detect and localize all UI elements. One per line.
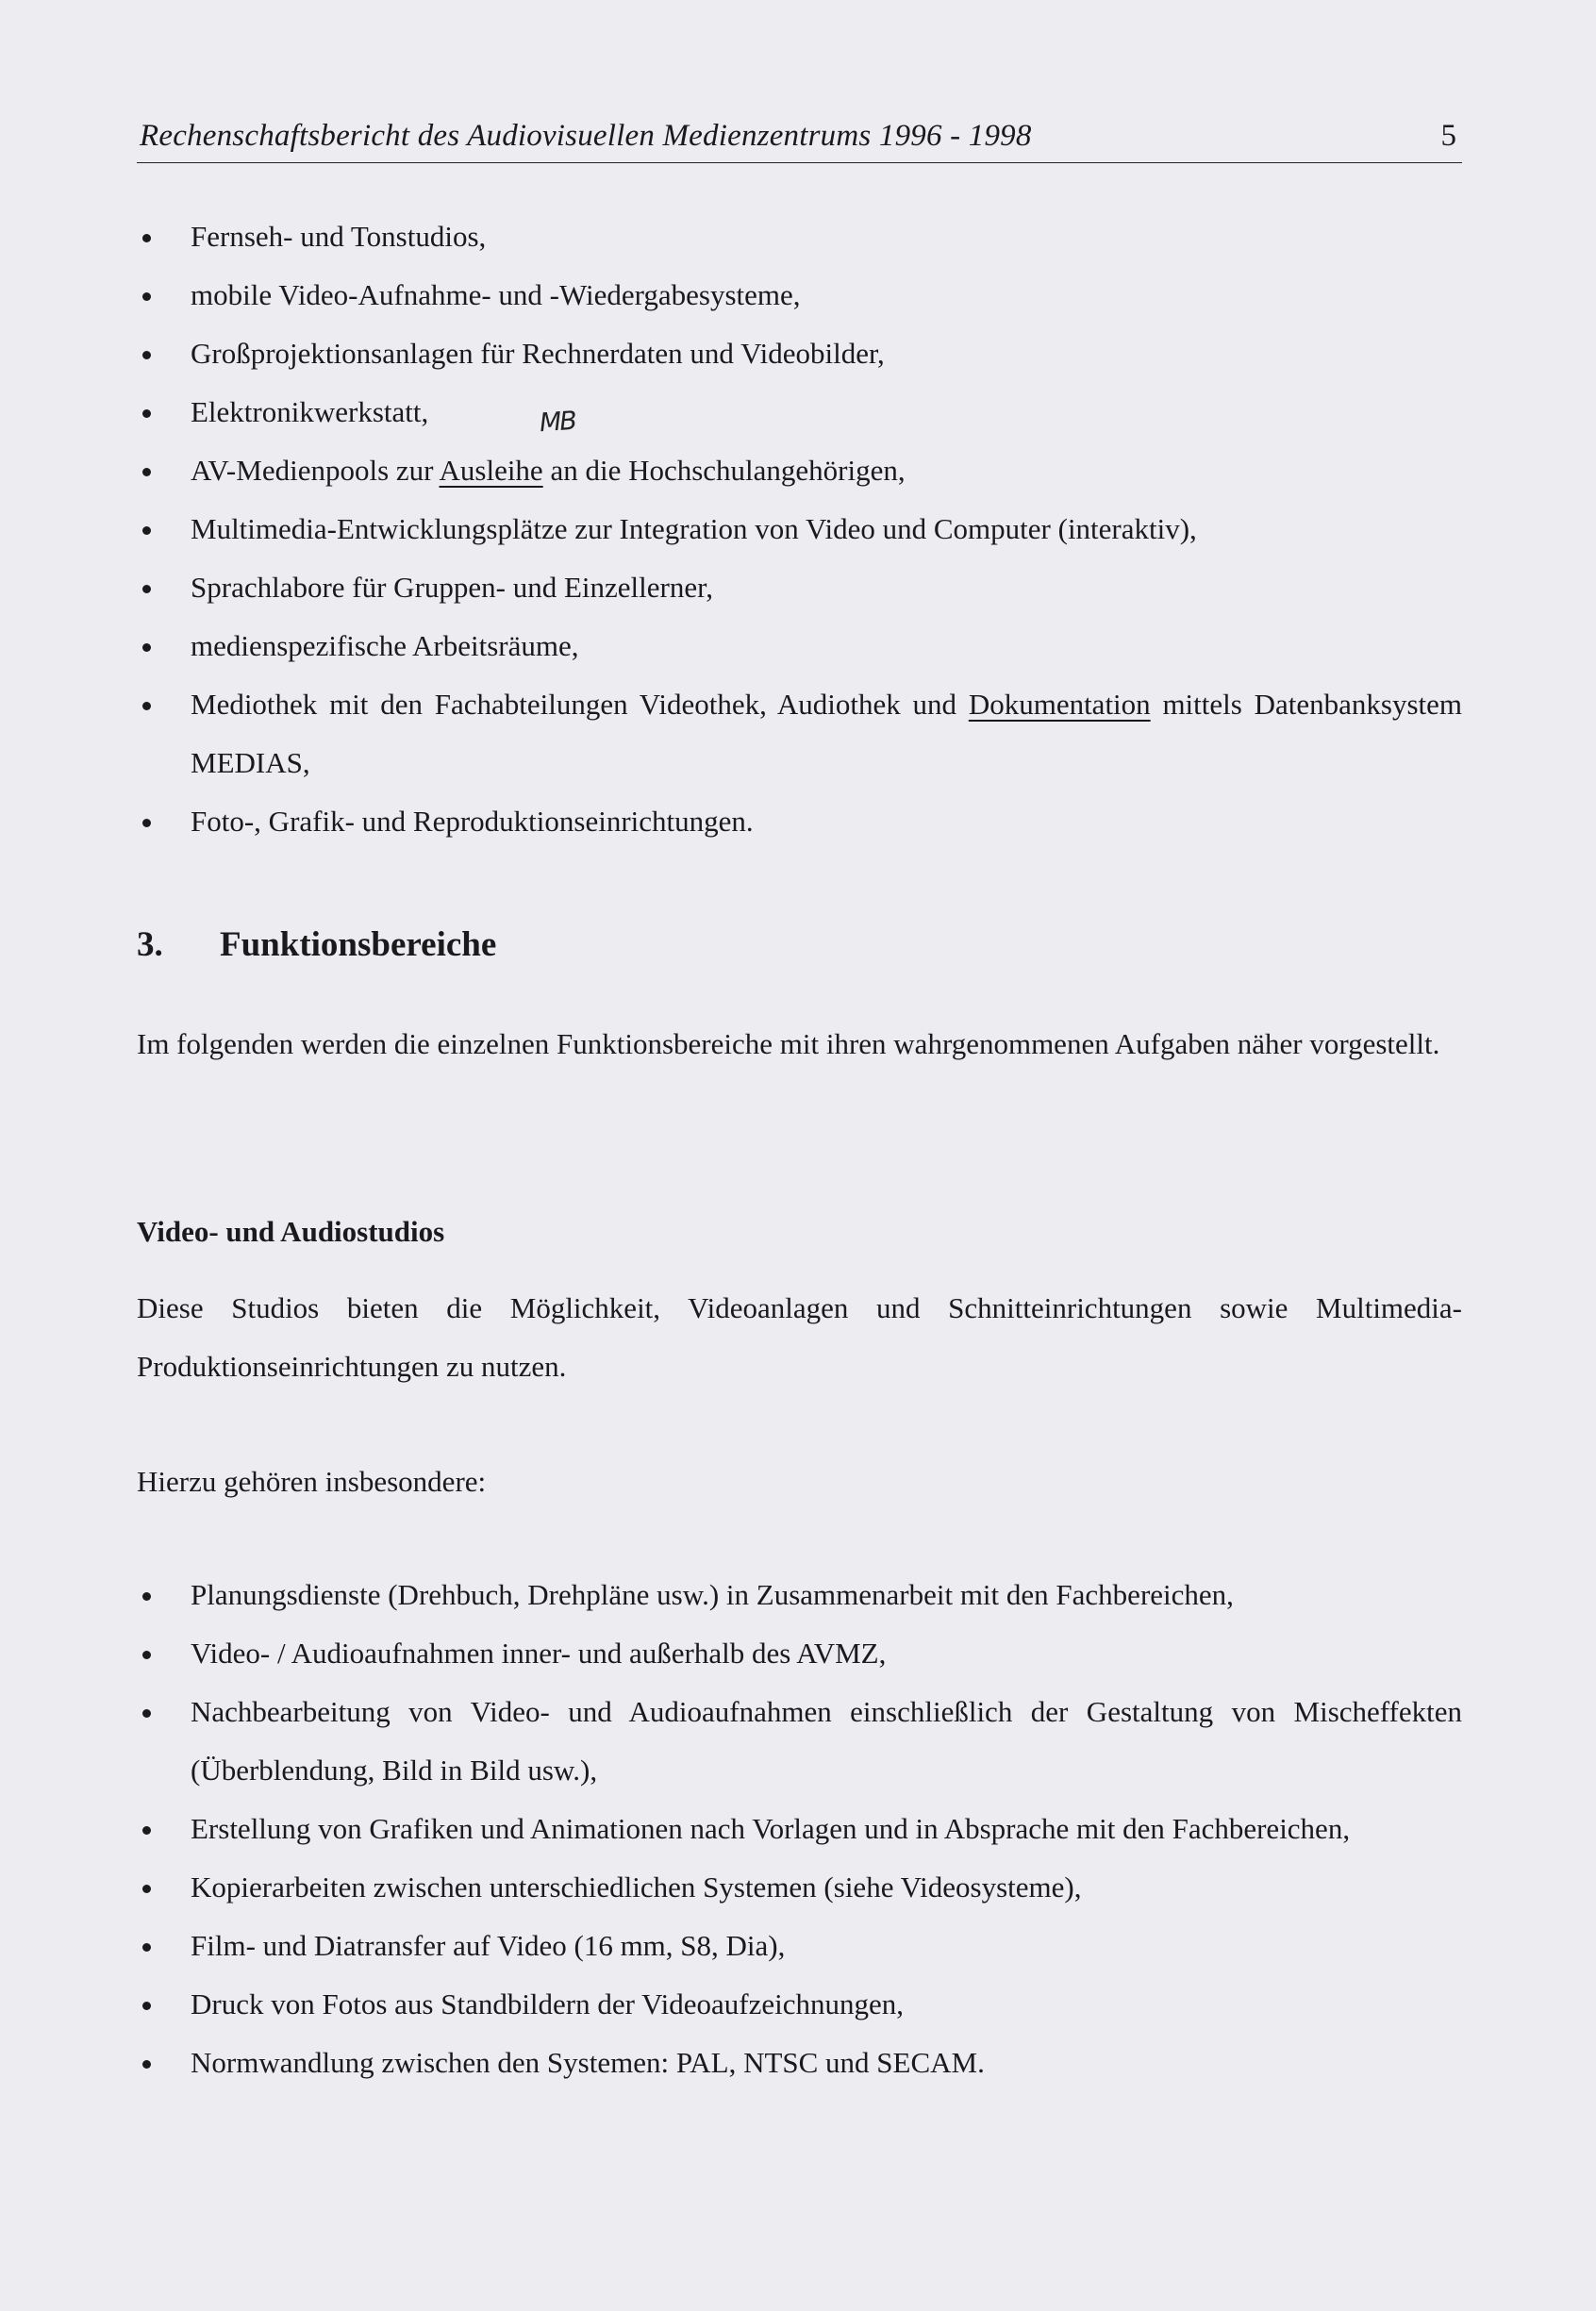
subsection-lead: Hierzu gehören insbesondere:: [137, 1465, 487, 1498]
list-item: Video- / Audioaufnahmen inner- und außerhalb des AVMZ,: [137, 1624, 1462, 1683]
header-title: Rechenschaftsbericht des Audiovisuellen Medienzentrums 1996 - 1998: [140, 119, 1032, 153]
bullet-icon: [142, 292, 151, 301]
bullet-icon: [142, 585, 151, 593]
services-list: [137, 1566, 1462, 2092]
bullet-icon: [142, 234, 151, 242]
bullet-icon: [142, 2002, 151, 2010]
running-header: [137, 115, 1462, 163]
list-item: Sprachlabore für Gruppen- und Einzellerner,: [137, 558, 1462, 617]
list-item: Erstellung von Grafiken und Animationen nach Vorlagen und in Absprache mit den Fachbereichen,: [137, 1800, 1462, 1858]
bullet-icon: [142, 1885, 151, 1893]
list-item: Film- und Diatransfer auf Video (16 mm, S8, Dia),: [137, 1917, 1462, 1975]
list-item: Planungsdienste (Drehbuch, Drehpläne usw.) in Zusammenarbeit mit den Fachbereichen,: [137, 1566, 1462, 1624]
underlined-term: Ausleihe: [439, 454, 543, 487]
section-title: Funktionsbereiche: [220, 925, 497, 964]
facilities-list: [137, 208, 1462, 851]
list-item: Kopierarbeiten zwischen unterschiedlichen Systemen (siehe Videosysteme),: [137, 1858, 1462, 1917]
handwritten-annotation: MB: [538, 406, 576, 439]
bullet-icon: [142, 1826, 151, 1835]
list-item: Multimedia-Entwicklungsplätze zur Integration von Video und Computer (interaktiv),: [137, 500, 1462, 558]
list-item: AV-Medienpools zur Ausleihe an die Hochschulangehörigen,: [137, 441, 1462, 500]
section-heading: [137, 924, 496, 965]
bullet-icon: [142, 2060, 151, 2069]
subsection-title: Video- und Audiostudios: [137, 1215, 445, 1248]
list-item: Normwandlung zwischen den Systemen: PAL, NTSC und SECAM.: [137, 2034, 1462, 2092]
bullet-icon: [142, 468, 151, 476]
list-item: Foto-, Grafik- und Reproduktionseinrichtungen.: [137, 792, 1462, 851]
bullet-icon: [142, 1709, 151, 1718]
bullet-icon: [142, 643, 151, 652]
bullet-icon: [142, 526, 151, 535]
bullet-icon: [142, 1651, 151, 1659]
bullet-icon: [142, 351, 151, 359]
bullet-icon: [142, 409, 151, 418]
page-number: 5: [1440, 119, 1456, 153]
section-intro: Im folgenden werden die einzelnen Funktionsbereiche mit ihren wahrgenommenen Aufgaben näher vorgestellt.: [137, 1027, 1440, 1060]
list-item: Druck von Fotos aus Standbildern der Videoaufzeichnungen,: [137, 1975, 1462, 2034]
list-item: Mediothek mit den Fachabteilungen Videothek, Audiothek und Dokumentation mittels Datenbanksystem MEDIAS,: [137, 675, 1462, 792]
bullet-icon: [142, 819, 151, 827]
list-item: Elektronikwerkstatt,: [137, 383, 1462, 441]
subsection-paragraph: Diese Studios bieten die Möglichkeit, Videoanlagen und Schnitteinrichtungen sowie Multimedia-Produktionseinrichtungen zu nutzen.: [137, 1291, 1462, 1383]
underlined-term: Dokumentation: [968, 688, 1151, 721]
bullet-icon: [142, 702, 151, 710]
list-item: Großprojektionsanlagen für Rechnerdaten und Videobilder,: [137, 324, 1462, 383]
bullet-icon: [142, 1943, 151, 1952]
section-number: 3.: [137, 925, 163, 964]
bullet-icon: [142, 1592, 151, 1601]
list-item: Fernseh- und Tonstudios,: [137, 208, 1462, 266]
list-item: mobile Video-Aufnahme- und -Wiedergabesysteme,: [137, 266, 1462, 324]
list-item: Nachbearbeitung von Video- und Audioaufnahmen einschließlich der Gestaltung von Mischeffekten (Überblendung, Bild in Bild usw.),: [137, 1683, 1462, 1800]
list-item: medienspezifische Arbeitsräume,: [137, 617, 1462, 675]
